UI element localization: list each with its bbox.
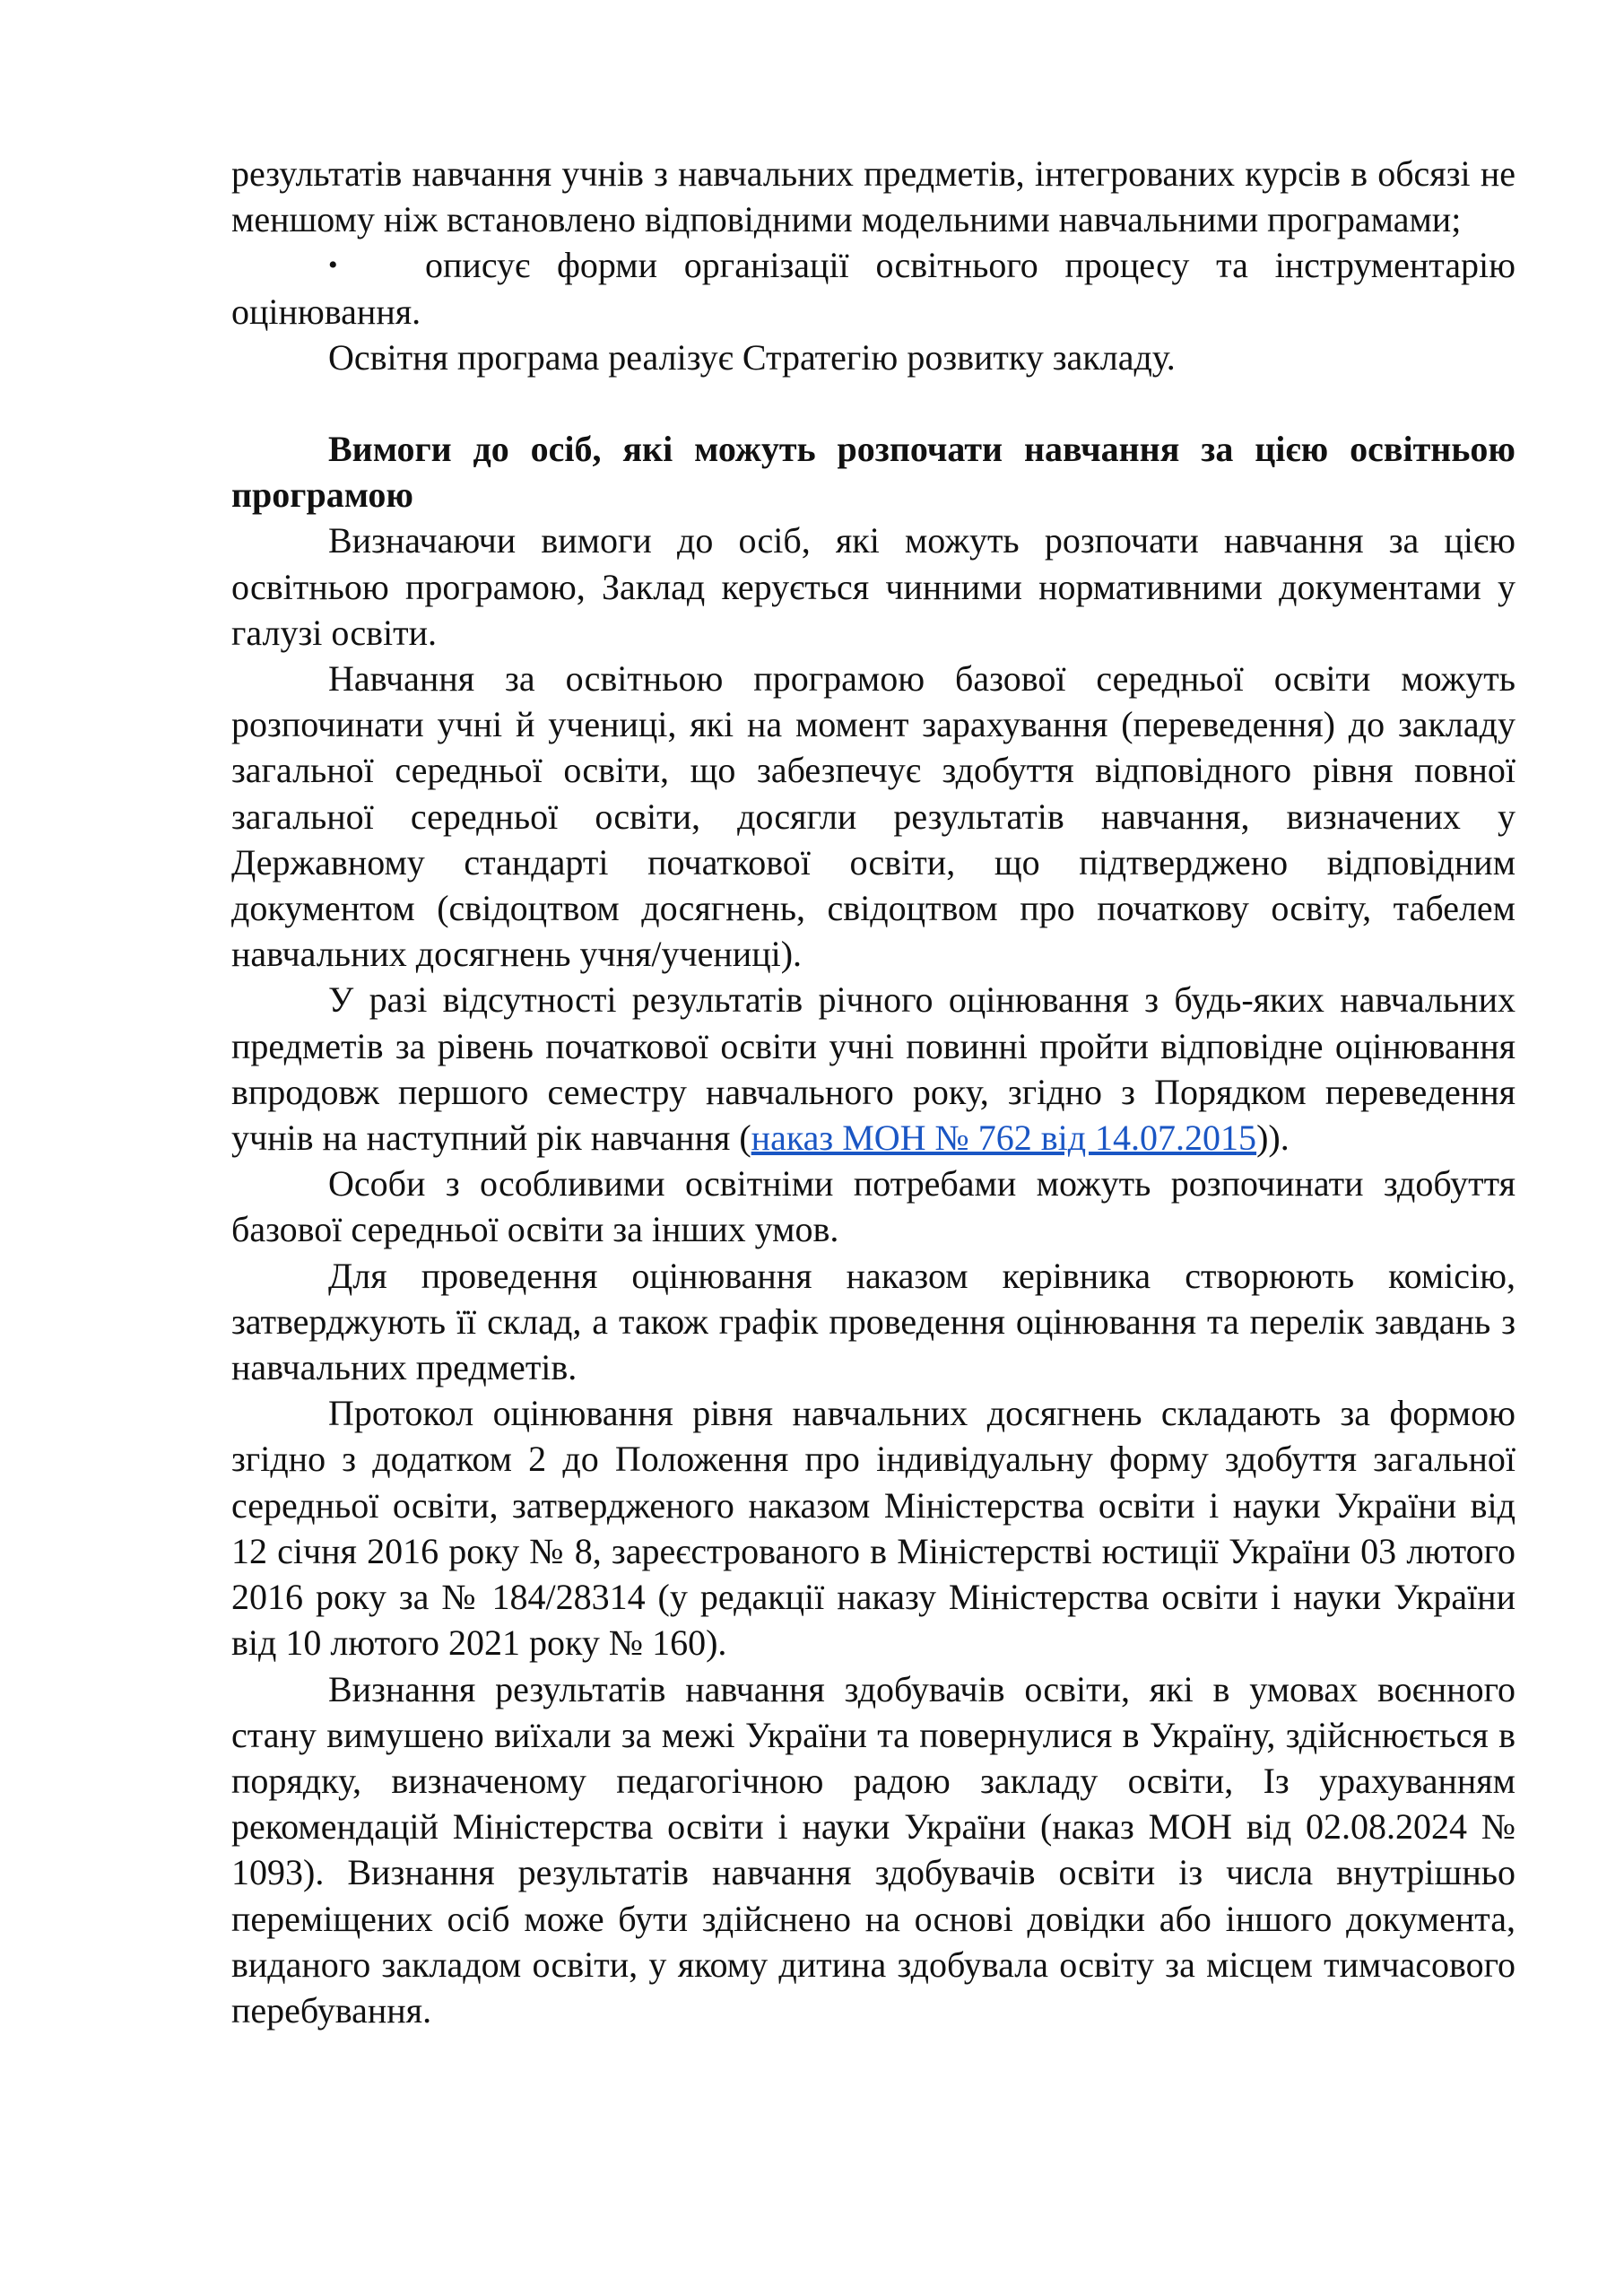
intro-continuation-paragraph: результатів навчання учнів з навчальних предметів, інтегрованих курсів в обсязі не меншому ніж встановлено відповідними модельними навчальними програмами; <box>231 153 1515 240</box>
paragraph-admission: Навчання за освітньою програмою базової середньої освіти можуть розпочинати учні й учениці, які на момент зарахування (переведення) до закладу загальної середньої освіти, що забезпечує здобуття відповідного рівня повної загальної середньої освіти, досягли результатів навчання, визначених у Державному стандарті початкової освіти, що підтверджено відповідним документом (свідоцтвом досягнень, свідоцтвом про початкову освіту, табелем навчальних досягнень учня/учениці). <box>231 658 1515 975</box>
paragraph-commission: Для проведення оцінювання наказом керівника створюють комісію, затверджують її склад, а також графік проведення оцінювання та перелік завдань з навчальних предметів. <box>231 1255 1515 1388</box>
paragraph-missing-results-text: У разі відсутності результатів річного оцінювання з будь-яких навчальних предметів за рівень початкової освіти учні повинні пройти відповідне оцінювання впродовж першого семестру навчального року, згідно з Порядком переведення учнів на наступний рік навчання ( <box>231 979 1515 1159</box>
section-heading: Вимоги до осіб, які можуть розпочати навчання за цією освітньою програмою <box>231 429 1515 516</box>
bullet-marker: • <box>328 250 338 281</box>
mon-order-link[interactable]: наказ МОН № 762 від 14.07.2015 <box>751 1118 1257 1159</box>
paragraph-protocol: Протокол оцінювання рівня навчальних досягнень складають за формою згідно з додатком 2 до Положення про індивідуальну форму здобуття загальної середньої освіти, затвердженого наказом Міністерства освіти і науки України від 12 січня 2016 року № 8, зареєстрованого в Міністерстві юстиції України 03 лютого 2016 року за № 184/28314 (у редакції наказу Міністерства освіти і науки України від 10 лютого 2021 року № 160). <box>231 1393 1515 1664</box>
section-spacer <box>231 380 1515 426</box>
bullet-text-line-1: описує форми організації освітнього процесу та інструментарію <box>425 245 1515 286</box>
paragraph-missing-results-tail: )). <box>1256 1118 1290 1159</box>
paragraph-special-needs: Особи з особливими освітніми потребами можуть розпочинати здобуття базової середньої освіти за інших умов. <box>231 1163 1515 1250</box>
paragraph-recognition: Визнання результатів навчання здобувачів освіти, які в умовах воєнного стану вимушено виїхали за межі України та повернулися в Україну, здійснюється в порядку, визначеному педагогічною радою закладу освіти, Із урахуванням рекомендацій Міністерства освіти і науки України (наказ МОН від 02.08.2024 № 1093). Визнання результатів навчання здобувачів освіти із числа внутрішньо переміщених осіб може бути здійснено на основі довідки або іншого документа, виданого закладом освіти, у якому дитина здобувала освіту за місцем тимчасового перебування. <box>231 1668 1515 2031</box>
bullet-text-line-2: оцінювання. <box>231 291 421 332</box>
strategy-paragraph: Освітня програма реалізує Стратегію розвитку закладу. <box>328 336 1176 378</box>
document-page <box>231 151 1515 2033</box>
paragraph-requirements: Визначаючи вимоги до осіб, які можуть розпочати навчання за цією освітньою програмою, Заклад керується чинними нормативними документами у галузі освіти. <box>231 520 1515 653</box>
paragraph-missing-results <box>231 977 1515 1161</box>
bullet-item <box>231 242 1515 288</box>
